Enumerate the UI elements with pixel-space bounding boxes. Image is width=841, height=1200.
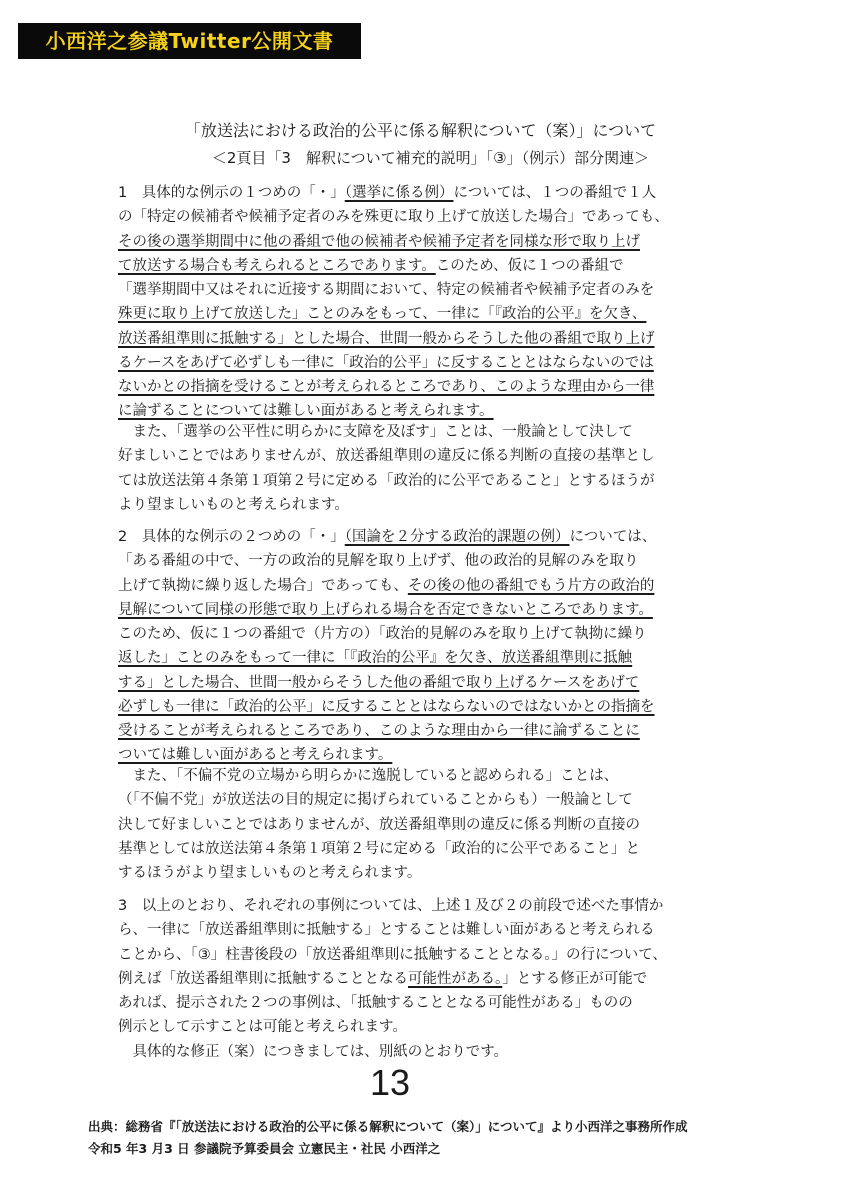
text-segment: 例えば「放送番組準則に抵触することとなる — [118, 970, 408, 987]
underlined-text: （選挙に係る例） — [344, 185, 454, 201]
text-segment: 上げて執拗に繰り返した場合」であっても、 — [118, 577, 408, 594]
text-line — [118, 943, 718, 967]
text-segment: 1 具体的な例示の１つめの「・」 — [118, 185, 345, 201]
text-line — [118, 351, 718, 375]
footer-date-line: 令和5 年3 月3 日 参議院予算委員会 立憲民主・社民 小西洋之 — [88, 1141, 441, 1156]
underlined-text: に論ずることについては難しい面があると考えられます。 — [118, 403, 494, 420]
underlined-text: する」とした場合、世間一般からそうした他の番組で取り上げるケースをあげて — [118, 674, 640, 691]
text-segment: 」とする修正が可能で — [502, 970, 648, 987]
underlined-text: （国論を２分する政治的課題の例） — [344, 529, 570, 545]
paragraph-3-conclusion — [118, 894, 718, 1040]
text-segment: より望ましいものと考えられます。 — [118, 496, 349, 513]
text-line — [118, 813, 718, 837]
text-line — [118, 918, 718, 942]
text-line — [118, 646, 718, 670]
text-line — [118, 1040, 718, 1064]
document-subtitle: ＜2頁目「3 解釈について補充的説明」「③」（例示）部分関連＞ — [211, 149, 650, 167]
underlined-text: その後の他の番組でもう片方の政治的 — [407, 577, 655, 594]
text-segment: 好ましいことではありませんが、放送番組準則の違反に係る判断の直接の基準とし — [118, 448, 655, 465]
underlined-text: 可能性がある。 — [408, 970, 503, 987]
underlined-text: 返した」ことのみをもって一律に「『政治的公平』を欠き、放送番組準則に抵触 — [118, 650, 633, 667]
text-segment: ら、一律に「放送番組準則に抵触する」とすることは難しい面があると考えられる — [118, 922, 655, 939]
text-line — [118, 205, 718, 229]
text-line — [118, 991, 718, 1015]
page-number: 13 — [369, 1062, 411, 1103]
text-segment: このため、仮に１つの番組で（片方の）「政治的見解のみを取り上げて執拗に繰り — [118, 626, 647, 642]
text-line — [118, 525, 718, 549]
text-line — [118, 967, 718, 991]
paragraph-closing-note — [118, 1040, 718, 1064]
text-line — [118, 302, 718, 326]
text-segment: また、「不偏不党の立場から明らかに逸脱していると認められる」ことは、 — [118, 768, 619, 784]
text-segment: このため、仮に１つの番組で — [435, 257, 624, 274]
underlined-text: 放送番組準則に抵触する」とした場合、世間一般からそうした他の番組で取り上げ — [118, 330, 655, 347]
text-segment: については、１つの番組で１人 — [453, 185, 657, 201]
text-line — [118, 278, 718, 302]
underlined-text: 殊更に取り上げて放送した」ことのみをもって、一律に「『政治的公平』を欠き、 — [118, 306, 647, 323]
underlined-text: 受けることが考えられるところであり、このような理由から一律に論ずることに — [118, 723, 640, 739]
text-line — [118, 574, 718, 598]
source-banner: 小西洋之参議Twitter公開文書 — [18, 23, 361, 59]
paragraph-2-supplement — [118, 764, 718, 885]
text-segment: あれば、提示された２つの事例は、「抵触することとなる可能性がある」ものの — [118, 995, 633, 1011]
text-segment: ては放送法第４条第１項第２号に定める「政治的に公平であること」とするほうが — [118, 472, 655, 489]
text-segment: 例示として示すことは可能と考えられます。 — [118, 1019, 407, 1036]
text-line — [118, 837, 718, 861]
underlined-text: 必ずしも一律に「政治的公平」に反することとはならないのではないかとの指摘を — [118, 698, 655, 715]
text-line — [118, 894, 718, 918]
text-line — [118, 671, 718, 695]
text-segment: 決して好ましいことではありませんが、放送番組準則の違反に係る判断の直接の — [118, 816, 640, 833]
text-line — [118, 469, 718, 493]
text-segment: （「不偏不党」が放送法の目的規定に掲げられていることからも）一般論として — [118, 792, 633, 809]
text-segment: 「ある番組の中で、一方の政治的見解を取り上げず、他の政治的見解のみを取り — [118, 553, 639, 570]
underlined-text: 見解について同様の形態で取り上げられる場合を否定できないところであります。 — [118, 601, 653, 618]
text-segment: 3 以上のとおり、それぞれの事例については、上述１及び２の前段で述べた事情か — [118, 898, 664, 914]
text-segment: 具体的な修正（案）につきましては、別紙のとおりです。 — [118, 1044, 509, 1060]
underlined-text: ついては難しい面があると考えられます。 — [118, 747, 393, 764]
text-line — [118, 420, 718, 444]
text-line — [118, 622, 718, 646]
text-line — [118, 764, 718, 788]
text-line — [118, 493, 718, 517]
paragraph-1-supplement — [118, 420, 718, 517]
text-segment: 2 具体的な例示の２つめの「・」 — [118, 529, 345, 545]
text-line — [118, 719, 718, 743]
text-segment: の「特定の候補者や候補予定者のみを殊更に取り上げて放送した場合」であっても、 — [118, 209, 669, 226]
text-line — [118, 181, 718, 205]
text-segment: また、「選挙の公平性に明らかに支障を及ぼす」ことは、一般論として決して — [118, 424, 633, 440]
underlined-text: その後の選挙期間中に他の番組で他の候補者や候補予定者を同様な形で取り上げ — [118, 233, 640, 250]
paragraph-1-election-example — [118, 181, 718, 424]
text-segment: 基準としては放送法第４条第１項第２号に定める「政治的に公平であること」と — [118, 840, 640, 857]
paragraph-2-national-issue-example — [118, 525, 718, 768]
underlined-text: ないかとの指摘を受けることが考えられるところであり、このような理由から一律 — [118, 379, 655, 395]
underlined-text: て放送する場合も考えられるところであります。 — [118, 257, 436, 274]
text-segment: するほうがより望ましいものと考えられます。 — [118, 865, 422, 881]
text-line — [118, 598, 718, 622]
text-line — [118, 549, 718, 573]
text-line — [118, 327, 718, 351]
text-line — [118, 230, 718, 254]
underlined-text: るケースをあげて必ずしも一律に「政治的公平」に反することとはならないのでは — [118, 354, 654, 371]
text-segment: 「選挙期間中又はそれに近接する期間において、特定の候補者や候補予定者のみを — [118, 282, 655, 298]
text-line — [118, 1015, 718, 1039]
text-line — [118, 375, 718, 399]
document-title: 「放送法における政治的公平に係る解釈について（案）」について — [184, 121, 657, 140]
text-line — [118, 254, 718, 278]
footer-source: 出典：総務省『「放送法における政治的公平に係る解釈について（案）」について』より小西洋之事務所作成 — [88, 1119, 688, 1134]
text-line — [118, 788, 718, 812]
text-line — [118, 861, 718, 885]
text-line — [118, 695, 718, 719]
text-line — [118, 444, 718, 468]
text-segment: ことから、「③」柱書後段の「放送番組準則に抵触することとなる。」の行について、 — [118, 946, 667, 963]
text-segment: については、 — [569, 529, 657, 545]
